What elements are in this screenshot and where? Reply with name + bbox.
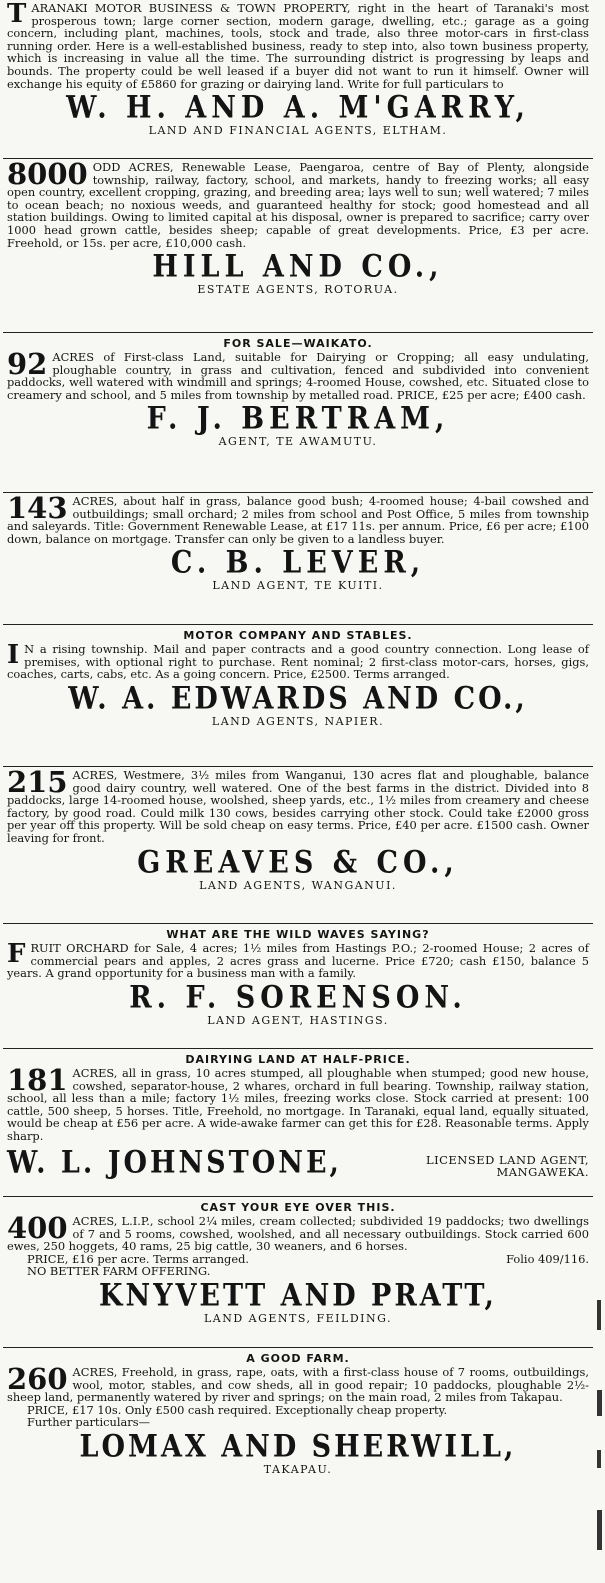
agent-row <box>7 1145 589 1178</box>
ad-taranaki <box>3 0 593 158</box>
agent-location: LAND AGENTS, WANGANUI. <box>199 878 397 892</box>
folio-number: Folio 409/116. <box>506 1251 589 1266</box>
ad-motor-company <box>3 624 593 766</box>
ad-lead-number: 215 <box>7 765 68 799</box>
ad-heading: MOTOR COMPANY AND STABLES. <box>183 629 413 642</box>
ad-body <box>7 1063 589 1143</box>
ad-feilding <box>3 1196 593 1347</box>
ad-body <box>7 640 589 682</box>
ad-text: ACRES, about half in grass, balance good bush; 4-roomed house; 4-bail cowshed and outbuildings; small orchard; 2 miles from school and Post Office, 5 miles from township and saleyards. Title: Government Renewable Lease, at £17 11s. per annum. Price, £6 per acre; £100 down, balance on mortgage. Transfer can only be given to a landless buyer. <box>7 494 589 546</box>
ad-text: N a rising township. Mail and paper contracts and a good country connection. Long lease of premises, with optional right to purchase. Rent nominal; 2 first-class motor-cars, horses, gigs, coaches, carts, cabs, etc. As a going concern. Price, £2500. Terms arranged. <box>7 642 589 682</box>
agent-location: LAND AGENT, TE KUITI. <box>212 579 384 593</box>
price-line: PRICE, £17 10s. Only £500 cash required. Exceptionally cheap property. <box>27 1402 448 1417</box>
ad-text: RUIT ORCHARD for Sale, 4 acres; 1½ miles from Hastings P.O.; 2-roomed House; 2 acres of commercial pears and apples, 2 acres grass and lucerne. Price £720; cash £150, balance 5 years. A grand opportunity for a business man with a family. <box>7 941 589 981</box>
agent-location: LAND AGENTS, FEILDING. <box>203 1311 393 1325</box>
tagline: NO BETTER FARM OFFERING. <box>27 1264 211 1279</box>
licence-town: MANGAWEKA. <box>496 1164 589 1179</box>
agent-name: GREAVES & CO., <box>137 844 459 880</box>
ad-hastings <box>3 923 593 1048</box>
ad-heading: A GOOD FARM. <box>246 1352 350 1365</box>
ad-text: ACRES, Freehold, in grass, rape, oats, with a first-class house of 7 rooms, outbuildings, wool, motor, stables, and cow sheds, all in good repair; 10 paddocks, ploughable 2½-sheep land, permanently watered by river and springs; on the main road, 2 miles from Takapau. <box>7 1365 589 1405</box>
ad-lead-number: 92 <box>7 347 48 381</box>
agent-location: LAND AGENTS, NAPIER. <box>211 714 385 728</box>
ad-body <box>7 157 589 250</box>
agent-name: W. A. EDWARDS AND CO., <box>68 680 528 717</box>
licence-title: LICENSED LAND AGENT, <box>425 1152 589 1167</box>
edge-mark <box>597 1450 601 1468</box>
ad-body <box>7 939 589 981</box>
ad-text: ARANAKI MOTOR BUSINESS & TOWN PROPERTY, right in the heart of Taranaki's most prosperous town; large corner section, modern garage, dwelling, etc.; garage as a going concern, including plant, machines, tools, stock and trade, also three motor-cars in first-class running order. Here is a well-established business, ready to step into, also town business property, which is increasing in value all the time. The surrounding district is progressing by leaps and bounds. The property could be well leased if a buyer did not want to run it himself. Owner will exchange his equity of £5860 for grazing or dairying land. Write for full particulars to <box>7 1 589 91</box>
ad-heading: DAIRYING LAND AT HALF-PRICE. <box>185 1053 411 1066</box>
agent-name: F. J. BERTRAM, <box>146 401 450 437</box>
agent-location: AGENT, TE AWAMUTU. <box>218 435 378 449</box>
ad-text: ACRES, L.I.P., school 2¼ miles, cream collected; subdivided 19 paddocks; two dwellings of 7 and 5 rooms, cowshed, woolshed, and all necessary outbuildings. Stock carried 600 ewes, 250 hoggets, 40 rams, 25 big cattle, 30 weaners, and 6 horses. <box>7 1214 589 1254</box>
agent-location: LAND AND FINANCIAL AGENTS, ELTHAM. <box>148 124 448 138</box>
agent-name: C. B. LEVER, <box>170 545 426 581</box>
ad-heading: CAST YOUR EYE OVER THIS. <box>200 1201 396 1214</box>
ad-text: ACRES, all in grass, 10 acres stumped, all ploughable when stumped; good new house, cowshed, separator-house, 2 whares, orchard in full bearing. Township, railway station, school, all less than a mile; factory 1½ miles, freezing works close. Stock carried at present: 100 cattle, 500 sheep, 5 horses. Title, Freehold, no mortgage. In Taranaki, equal land, equally situated, would be cheap at £56 per acre. A wide-awake farmer can get this for £28. Reasonable terms. Apply sharp. <box>7 1066 589 1143</box>
ad-mangaweka <box>3 1048 593 1196</box>
ad-paengaroa <box>3 158 593 332</box>
ad-text: ODD ACRES, Renewable Lease, Paengaroa, centre of Bay of Plenty, alongside township, railway, factory, school, and markets, handy to freezing works; all easy open country, excellent cropping, grazing, and breeding area; lays well to sun; well watered; 7 miles to ocean beach; no noxious weeds, and guaranteed healthy for stock; good homestead and all station buildings. Owing to limited capital at his disposal, owner is prepared to sacrifice; carry over 1000 head grown cattle, besides sheep; capable of great developments. Price, £3 per acre. Freehold, or 15s. per acre, £10,000 cash. <box>7 160 589 250</box>
agent-name: W. H. AND A. M'GARRY, <box>66 89 530 126</box>
ad-lead-number: 260 <box>7 1362 68 1396</box>
ad-lead-number: 181 <box>7 1063 68 1097</box>
ad-text: ACRES of First-class Land, suitable for Dairying or Cropping; all easy undulating, ploughable country, in grass and cultivation, fenced and subdivided into convenient paddocks, well watered with windmill and springs; 4-roomed House, cowshed, etc. Situated close to creamery and school, and 5 miles from township by metalled road. PRICE, £25 per acre; £400 cash. <box>7 350 589 402</box>
agent-location: ESTATE AGENTS, ROTORUA. <box>197 283 399 297</box>
agent-name: R. F. SORENSON. <box>129 979 467 1016</box>
ad-body <box>7 1362 589 1405</box>
ad-lead-letter: F <box>7 939 26 969</box>
ad-body <box>7 2 589 90</box>
ad-lead-letter: T <box>7 0 27 29</box>
ad-takapau <box>3 1347 593 1503</box>
ad-body <box>7 347 589 402</box>
agent-name: W. L. JOHNSTONE, <box>7 1144 342 1180</box>
ad-lead-letter: I <box>7 640 20 670</box>
agent-location: LAND AGENT, HASTINGS. <box>207 1013 389 1027</box>
edge-mark <box>597 1390 602 1416</box>
agent-name: LOMAX AND SHERWILL, <box>79 1428 517 1465</box>
edge-mark <box>597 1300 601 1330</box>
price-line: PRICE, £16 per acre. Terms arranged. <box>27 1251 249 1266</box>
ad-heading: FOR SALE—WAIKATO. <box>223 337 373 350</box>
ad-lead-number: 143 <box>7 491 68 525</box>
further-particulars: Further particulars— <box>27 1415 150 1430</box>
ad-body <box>7 765 589 845</box>
agent-name: KNYVETT AND PRATT, <box>99 1277 497 1314</box>
ad-heading: WHAT ARE THE WILD WAVES SAYING? <box>166 928 430 941</box>
column-edge-marks <box>597 1290 603 1580</box>
ad-lead-number: 400 <box>7 1211 68 1245</box>
ad-tekuiti <box>3 492 593 624</box>
ad-westmere <box>3 766 593 923</box>
ad-lead-number: 8000 <box>7 157 88 191</box>
agent-licence <box>426 1154 589 1178</box>
agent-location: TAKAPAU. <box>263 1462 333 1476</box>
classified-column <box>3 0 593 1503</box>
ad-text: ACRES, Westmere, 3½ miles from Wanganui, 130 acres flat and ploughable, balance good dairy country, well watered. One of the best farms in the district. Divided into 8 paddocks, large 14-roomed house, woolshed, sheep yards, etc., 1½ miles from creamery and cheese factory, by good road. Could milk 130 cows, besides carrying other stock. Could take £2000 gross per year off this property. Will be sold cheap on easy terms. Price, £40 per acre. £1500 cash. Owner leaving for front. <box>7 768 589 845</box>
ad-waikato <box>3 332 593 492</box>
agent-name: HILL AND CO., <box>152 248 444 285</box>
edge-mark <box>597 1510 602 1550</box>
ad-body <box>7 1211 589 1254</box>
ad-body <box>7 491 589 546</box>
